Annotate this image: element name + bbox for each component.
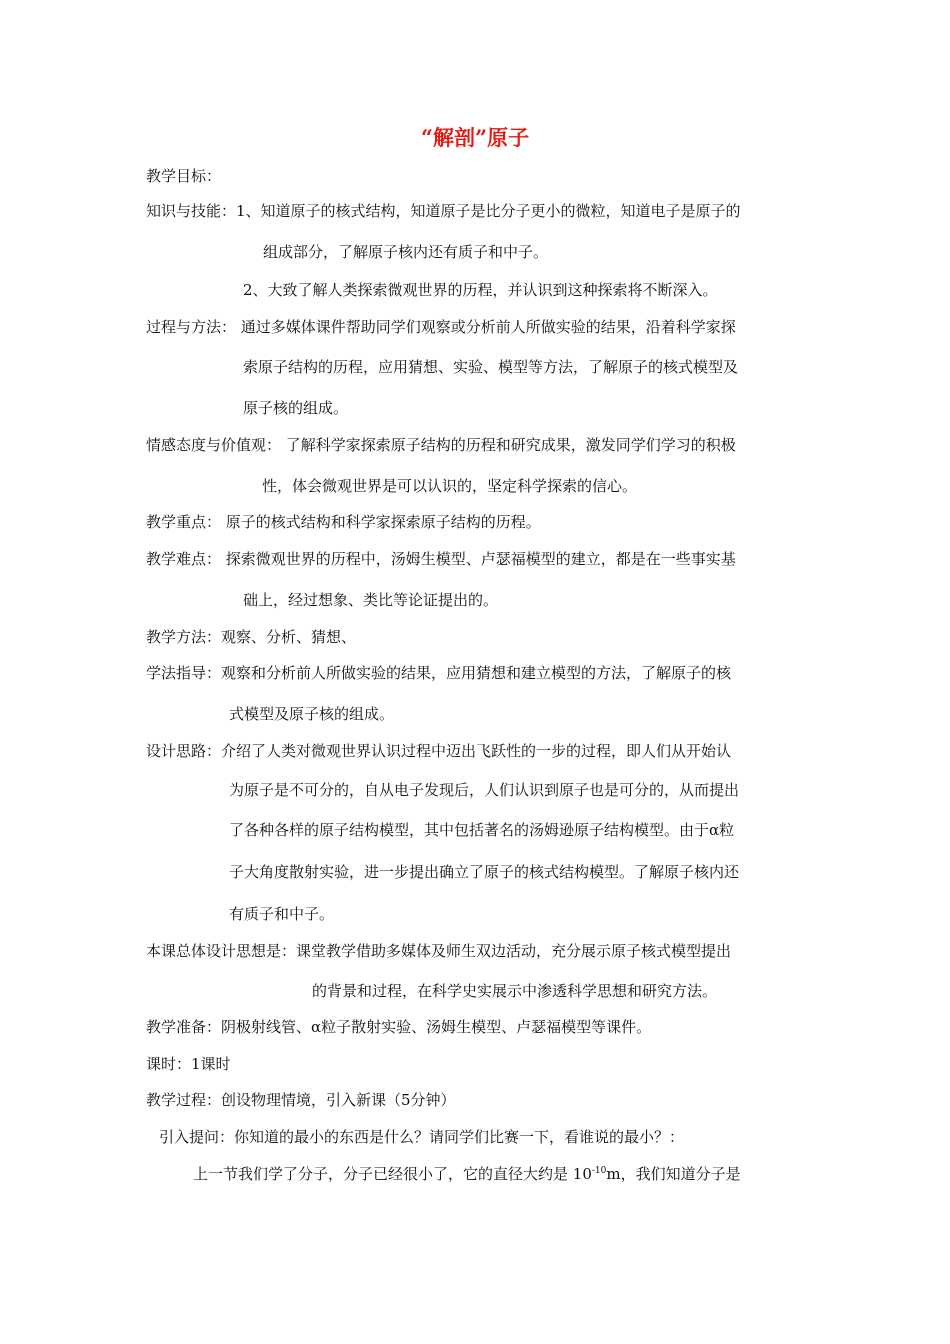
paragraph-line: 引入提问：你知道的最小的东西是什么？请同学们比赛一下，看谁说的最小？：: [159, 1128, 685, 1146]
paragraph-line: 有质子和中子。: [229, 905, 335, 923]
paragraph-line: 的背景和过程，在科学史实展示中渗透科学思想和研究方法。: [312, 982, 718, 1000]
paragraph-line: 教学过程：创设物理情境，引入新课（5分钟）: [146, 1091, 456, 1109]
paragraph-line: 为原子是不可分的，自从电子发现后，人们认识到原子也是可分的，从而提出: [229, 781, 740, 799]
paragraph-line: 组成部分，了解原子核内还有质子和中子。: [263, 243, 549, 261]
paragraph-line: 础上，经过想象、类比等论证提出的。: [243, 591, 499, 609]
exponent: -10: [591, 1166, 607, 1176]
paragraph-line: 情感态度与价值观： 了解科学家探索原子结构的历程和研究成果，激发同学们学习的积极: [146, 436, 736, 454]
paragraph-line: 知识与技能：1、知道原子的核式结构，知道原子是比分子更小的微粒，知道电子是原子的: [146, 202, 741, 220]
paragraph-line: 教学重点： 原子的核式结构和科学家探索原子结构的历程。: [146, 513, 541, 531]
paragraph-line: 原子核的组成。: [243, 399, 349, 417]
paragraph-line: 教学难点： 探索微观世界的历程中，汤姆生模型、卢瑟福模型的建立，都是在一些事实基: [146, 550, 736, 568]
paragraph-line: 设计思路：介绍了人类对微观世界认识过程中迈出飞跃性的一步的过程，即人们从开始认: [146, 742, 732, 760]
paragraph-line: 本课总体设计思想是：课堂教学借助多媒体及师生双边活动，充分展示原子核式模型提出: [146, 942, 732, 960]
paragraph-line: 教学准备：阴极射线管、α粒子散射实验、汤姆生模型、卢瑟福模型等课件。: [146, 1018, 652, 1036]
paragraph-line: 过程与方法： 通过多媒体课件帮助同学们观察或分析前人所做实验的结果，沿着科学家探: [146, 318, 736, 336]
paragraph-line: 索原子结构的历程，应用猜想、实验、模型等方法，了解原子的核式模型及: [243, 358, 739, 376]
paragraph-line: 教学方法：观察、分析、猜想、: [146, 628, 357, 646]
paragraph-line: 式模型及原子核的组成。: [229, 705, 395, 723]
paragraph-line: 学法指导：观察和分析前人所做实验的结果，应用猜想和建立模型的方法，了解原子的核: [146, 664, 732, 682]
paragraph-line: 2、大致了解人类探索微观世界的历程，并认识到这种探索将不断深入。: [243, 281, 718, 299]
document-title: “解剖”原子: [420, 125, 530, 150]
paragraph-line: 子大角度散射实验，进一步提出确立了原子的核式结构模型。了解原子核内还: [229, 863, 740, 881]
paragraph-line: 了各种各样的原子结构模型，其中包括著名的汤姆逊原子结构模型。由于α粒: [229, 821, 735, 839]
paragraph-line: 性，体会微观世界是可以认识的，坚定科学探索的信心。: [262, 477, 638, 495]
paragraph-line: 课时：1课时: [146, 1055, 231, 1073]
text-run: m，我们知道分子是: [606, 1165, 741, 1183]
text-run: 上一节我们学了分子，分子已经很小了，它的直径大约是 10: [193, 1165, 592, 1183]
paragraph-line: 教学目标：: [146, 167, 222, 185]
paragraph-line: [193, 1163, 741, 1185]
